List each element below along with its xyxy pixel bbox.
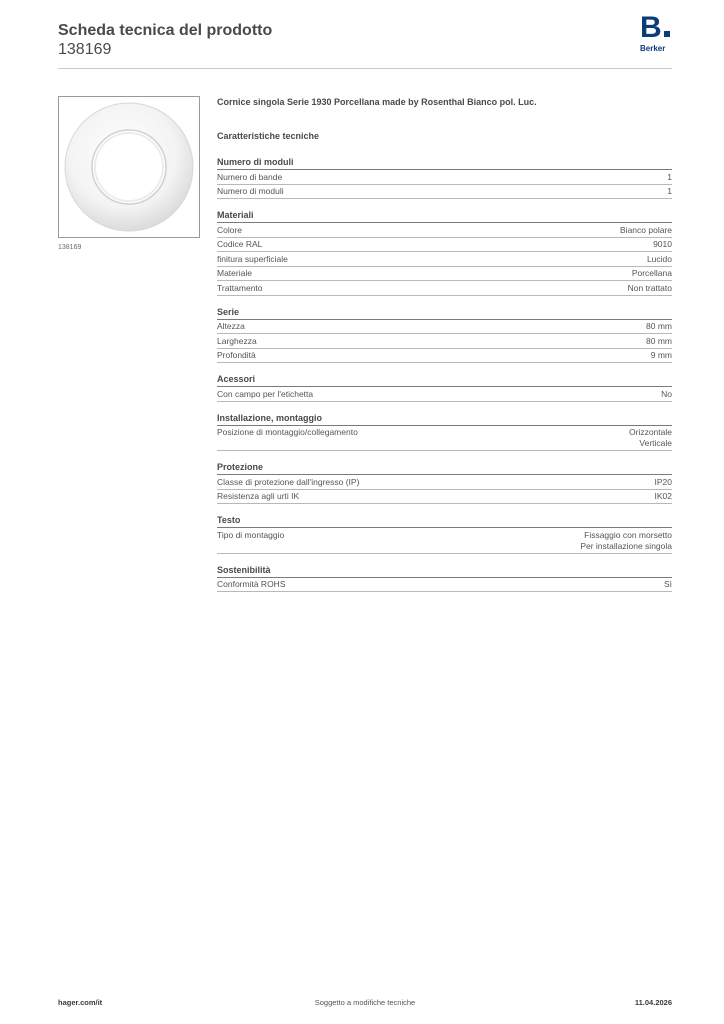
spec-section bbox=[217, 461, 672, 504]
spec-row bbox=[217, 334, 672, 349]
spec-section bbox=[217, 564, 672, 593]
logo-dot bbox=[664, 31, 670, 37]
spec-value bbox=[667, 172, 672, 183]
spec-value bbox=[655, 491, 673, 502]
spec-value bbox=[580, 530, 672, 552]
spec-content bbox=[217, 96, 672, 602]
spec-label: Larghezza bbox=[217, 335, 257, 346]
spec-row bbox=[217, 528, 672, 554]
spec-label: Classe di protezione dall'ingresso (IP) bbox=[217, 476, 360, 487]
spec-value-line: No bbox=[661, 388, 672, 399]
spec-value-line: IK02 bbox=[654, 491, 672, 501]
section-title: Testo bbox=[217, 514, 672, 528]
spec-value-line: Orizzontale bbox=[629, 427, 672, 437]
spec-sections bbox=[217, 156, 672, 592]
spec-row bbox=[217, 267, 672, 282]
spec-value bbox=[629, 427, 672, 449]
footer-date: 11.04.2026 bbox=[634, 998, 672, 1007]
spec-row bbox=[217, 238, 672, 253]
spec-row bbox=[217, 578, 672, 593]
spec-value bbox=[653, 239, 672, 250]
spec-value bbox=[664, 579, 672, 590]
spec-label: Resistenza agli urti IK bbox=[217, 491, 300, 501]
spec-value-line: Sì bbox=[663, 579, 672, 589]
spec-section bbox=[217, 412, 672, 452]
spec-row bbox=[217, 223, 672, 238]
spec-row bbox=[217, 490, 672, 505]
spec-value-line: Lucido bbox=[646, 253, 672, 264]
footer-notice: Soggetto a modifiche tecniche bbox=[314, 998, 416, 1007]
product-code: 138169 bbox=[58, 41, 112, 58]
spec-label: Con campo per l'etichetta bbox=[217, 388, 314, 399]
spec-label: Colore bbox=[217, 224, 243, 235]
spec-value-line: Fissaggio con morsetto bbox=[584, 529, 672, 540]
spec-label: Posizione di montaggio/collegamento bbox=[217, 427, 358, 437]
spec-row bbox=[217, 185, 672, 200]
logo-letter: B bbox=[640, 11, 661, 44]
section-title: Numero di moduli bbox=[217, 156, 672, 170]
spec-section bbox=[217, 156, 672, 199]
header-divider bbox=[58, 68, 672, 69]
spec-value bbox=[647, 254, 672, 265]
frame-ring-icon bbox=[59, 97, 199, 237]
spec-value bbox=[661, 389, 672, 400]
section-title: Sostenibilità bbox=[217, 564, 672, 578]
spec-label: Numero di moduli bbox=[217, 186, 284, 196]
spec-label: Tipo di montaggio bbox=[217, 529, 285, 540]
spec-value-line: Porcellana bbox=[631, 268, 672, 278]
section-title: Serie bbox=[217, 306, 672, 320]
spec-value bbox=[620, 225, 672, 236]
spec-label: Codice RAL bbox=[217, 239, 263, 249]
spec-label: Trattamento bbox=[217, 282, 263, 293]
product-title: Cornice singola Serie 1930 Porcellana made by Rosenthal Bianco pol. Luc. bbox=[217, 97, 537, 107]
spec-value-line: 9 mm bbox=[650, 350, 672, 360]
spec-row bbox=[217, 426, 672, 452]
spec-value bbox=[646, 336, 672, 347]
spec-value-line: Per installazione singola bbox=[580, 540, 672, 551]
spec-value bbox=[655, 477, 673, 488]
product-image bbox=[58, 96, 200, 238]
spec-label: Profondità bbox=[217, 350, 256, 360]
section-title: Installazione, montaggio bbox=[217, 412, 672, 426]
spec-row bbox=[217, 387, 672, 402]
spec-label: Materiale bbox=[217, 268, 252, 278]
spec-section bbox=[217, 209, 672, 296]
spec-value-line: 1 bbox=[667, 186, 672, 196]
spec-section bbox=[217, 514, 672, 554]
spec-row bbox=[217, 252, 672, 267]
spec-label: Conformità ROHS bbox=[217, 579, 286, 589]
spec-value-line: 80 mm bbox=[646, 321, 672, 331]
spec-label: Numero di bande bbox=[217, 171, 283, 182]
section-title: Protezione bbox=[217, 461, 672, 475]
features-heading: Caratteristiche tecniche bbox=[217, 131, 320, 141]
image-caption: 138169 bbox=[58, 244, 82, 251]
spec-value-line: 9010 bbox=[653, 239, 672, 249]
berker-logo bbox=[640, 11, 674, 54]
spec-value-line: Bianco polare bbox=[620, 224, 672, 235]
spec-value-line: 80 mm bbox=[646, 335, 672, 346]
spec-section bbox=[217, 306, 672, 364]
spec-value bbox=[646, 321, 672, 332]
spec-value bbox=[628, 283, 672, 294]
spec-row bbox=[217, 170, 672, 185]
spec-value-line: Verticale bbox=[639, 438, 672, 448]
spec-value bbox=[667, 186, 672, 197]
spec-section bbox=[217, 373, 672, 402]
section-title: Materiali bbox=[217, 209, 672, 223]
spec-row bbox=[217, 475, 672, 490]
document-title: Scheda tecnica del prodotto bbox=[58, 22, 273, 39]
spec-row bbox=[217, 320, 672, 335]
document-header bbox=[58, 22, 272, 59]
spec-label: finitura superficiale bbox=[217, 253, 288, 264]
spec-row bbox=[217, 281, 672, 296]
spec-label: Altezza bbox=[217, 321, 245, 331]
spec-value bbox=[651, 350, 672, 361]
spec-value-line: 1 bbox=[667, 171, 672, 182]
spec-value bbox=[632, 268, 672, 279]
spec-value-line: IP20 bbox=[654, 476, 672, 487]
section-title: Acessori bbox=[217, 373, 672, 387]
spec-value-line: Non trattato bbox=[627, 282, 672, 293]
spec-row bbox=[217, 349, 672, 364]
logo-wordmark: Berker bbox=[640, 44, 666, 53]
footer-website[interactable]: hager.com/it bbox=[58, 998, 103, 1007]
